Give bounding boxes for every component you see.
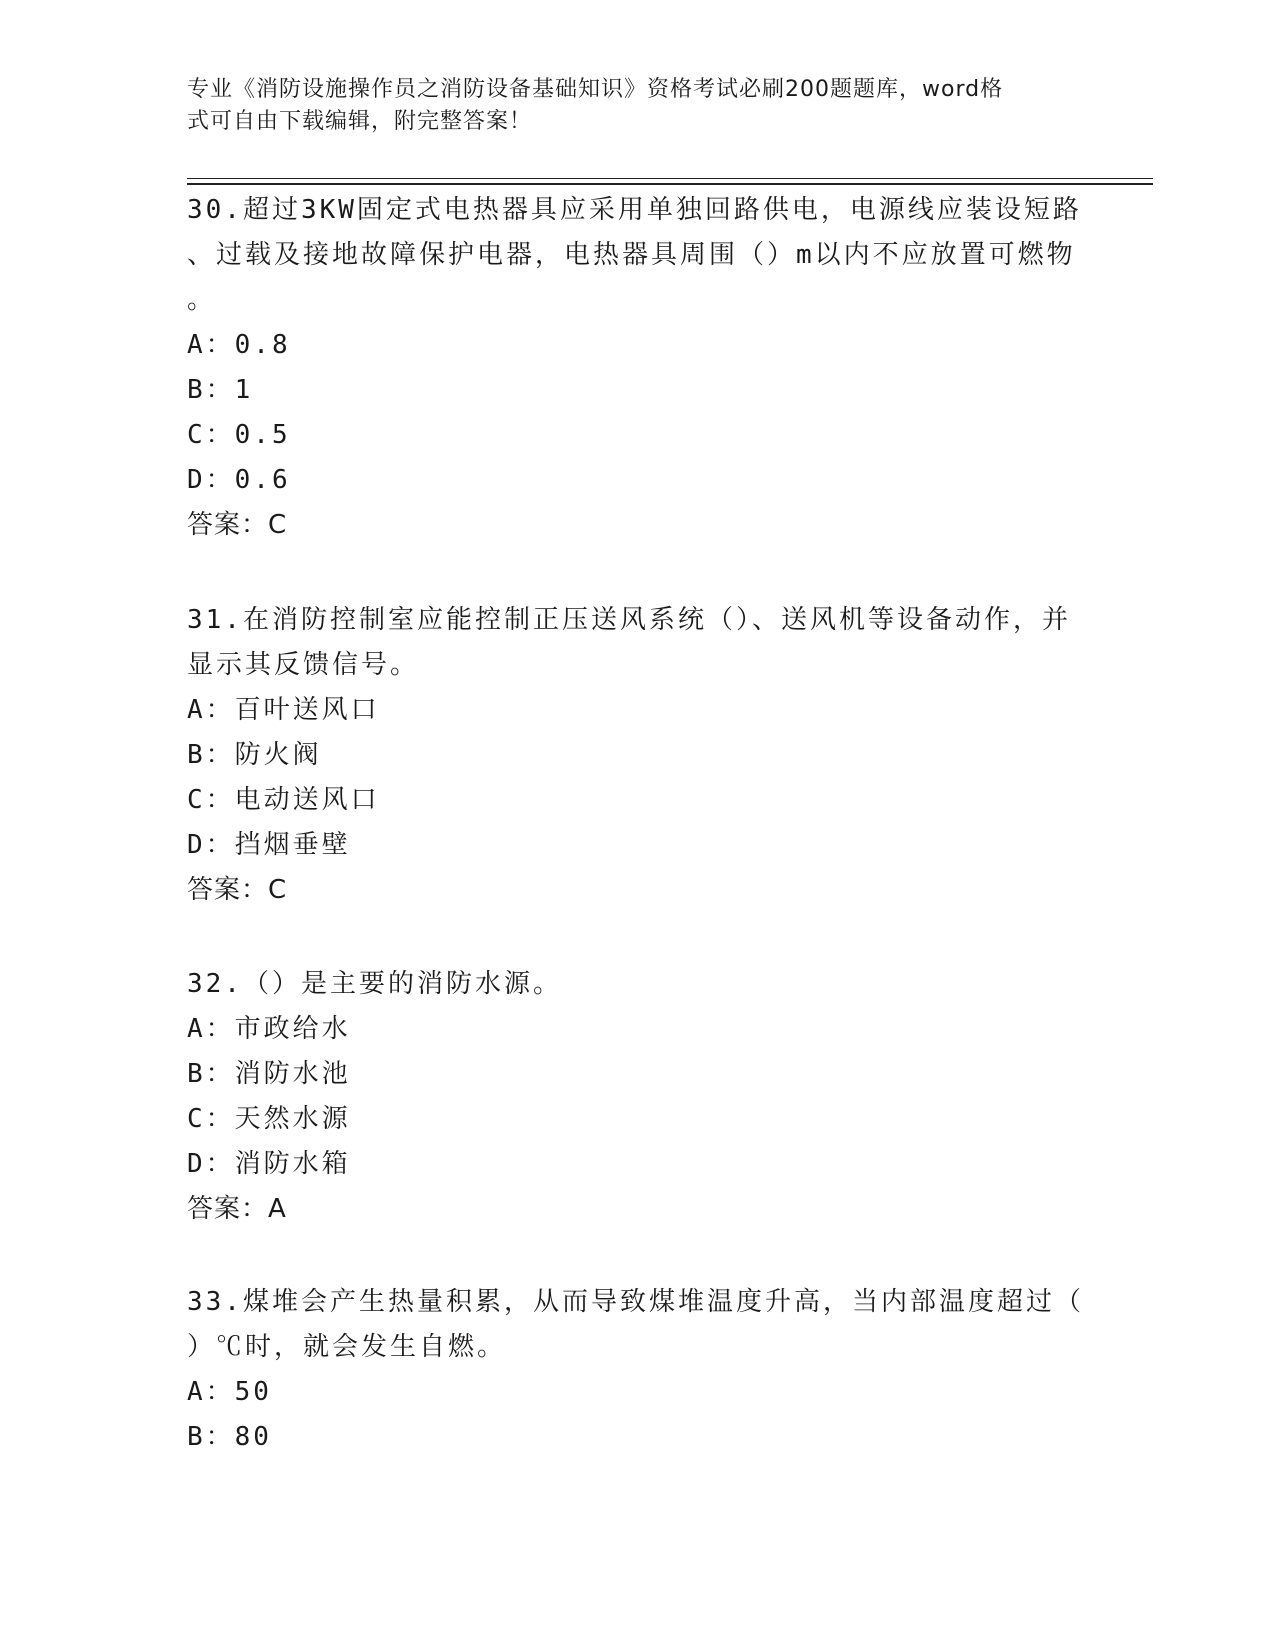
- option-c: C：0.5: [187, 420, 291, 450]
- option-b: B：消防水池: [187, 1059, 351, 1089]
- header-line-1: 专业《消防设施操作员之消防设备基础知识》资格考试必刷200题题库，word格: [187, 77, 1004, 102]
- option-c: C：天然水源: [187, 1104, 351, 1134]
- option-b: B：80: [187, 1422, 272, 1452]
- answer-label: 答案：A: [187, 1194, 287, 1224]
- header-line-2: 式可自由下载编辑，附完整答案！: [187, 109, 533, 134]
- question-stem-line: 30.超过3KW固定式电热器具应采用单独回路供电，电源线应装设短路: [187, 195, 1082, 225]
- question-stem-line: 显示其反馈信号。: [187, 650, 420, 680]
- question-stem-line: 、过载及接地故障保护电器，电热器具周围（）m以内不应放置可燃物: [187, 240, 1076, 270]
- header-divider-thick: [187, 183, 1153, 185]
- option-b: B：1: [187, 375, 254, 405]
- option-d: D：挡烟垂壁: [187, 830, 351, 860]
- option-b: B：防火阀: [187, 740, 322, 770]
- document-header: [187, 74, 1067, 138]
- answer-label: 答案：C: [187, 510, 288, 540]
- question-33: [187, 1280, 1087, 1460]
- option-a: A：0.8: [187, 330, 291, 360]
- header-divider-thin: [187, 178, 1153, 179]
- option-a: A：50: [187, 1377, 272, 1407]
- question-30: [187, 188, 1087, 548]
- option-a: A：百叶送风口: [187, 695, 380, 725]
- option-a: A：市政给水: [187, 1014, 351, 1044]
- option-d: D：0.6: [187, 465, 291, 495]
- option-c: C：电动送风口: [187, 785, 380, 815]
- option-d: D：消防水箱: [187, 1149, 351, 1179]
- question-32: [187, 962, 1087, 1232]
- question-stem-line: ）℃时，就会发生自燃。: [187, 1332, 507, 1362]
- question-stem-line: 31.在消防控制室应能控制正压送风系统（）、送风机等设备动作，并: [187, 605, 1071, 635]
- question-stem-line: 33.煤堆会产生热量积累，从而导致煤堆温度升高，当内部温度超过（: [187, 1287, 1084, 1317]
- question-stem-line: 32.（）是主要的消防水源。: [187, 969, 562, 999]
- question-stem-line: 。: [187, 285, 217, 315]
- answer-label: 答案：C: [187, 875, 288, 905]
- question-31: [187, 598, 1087, 913]
